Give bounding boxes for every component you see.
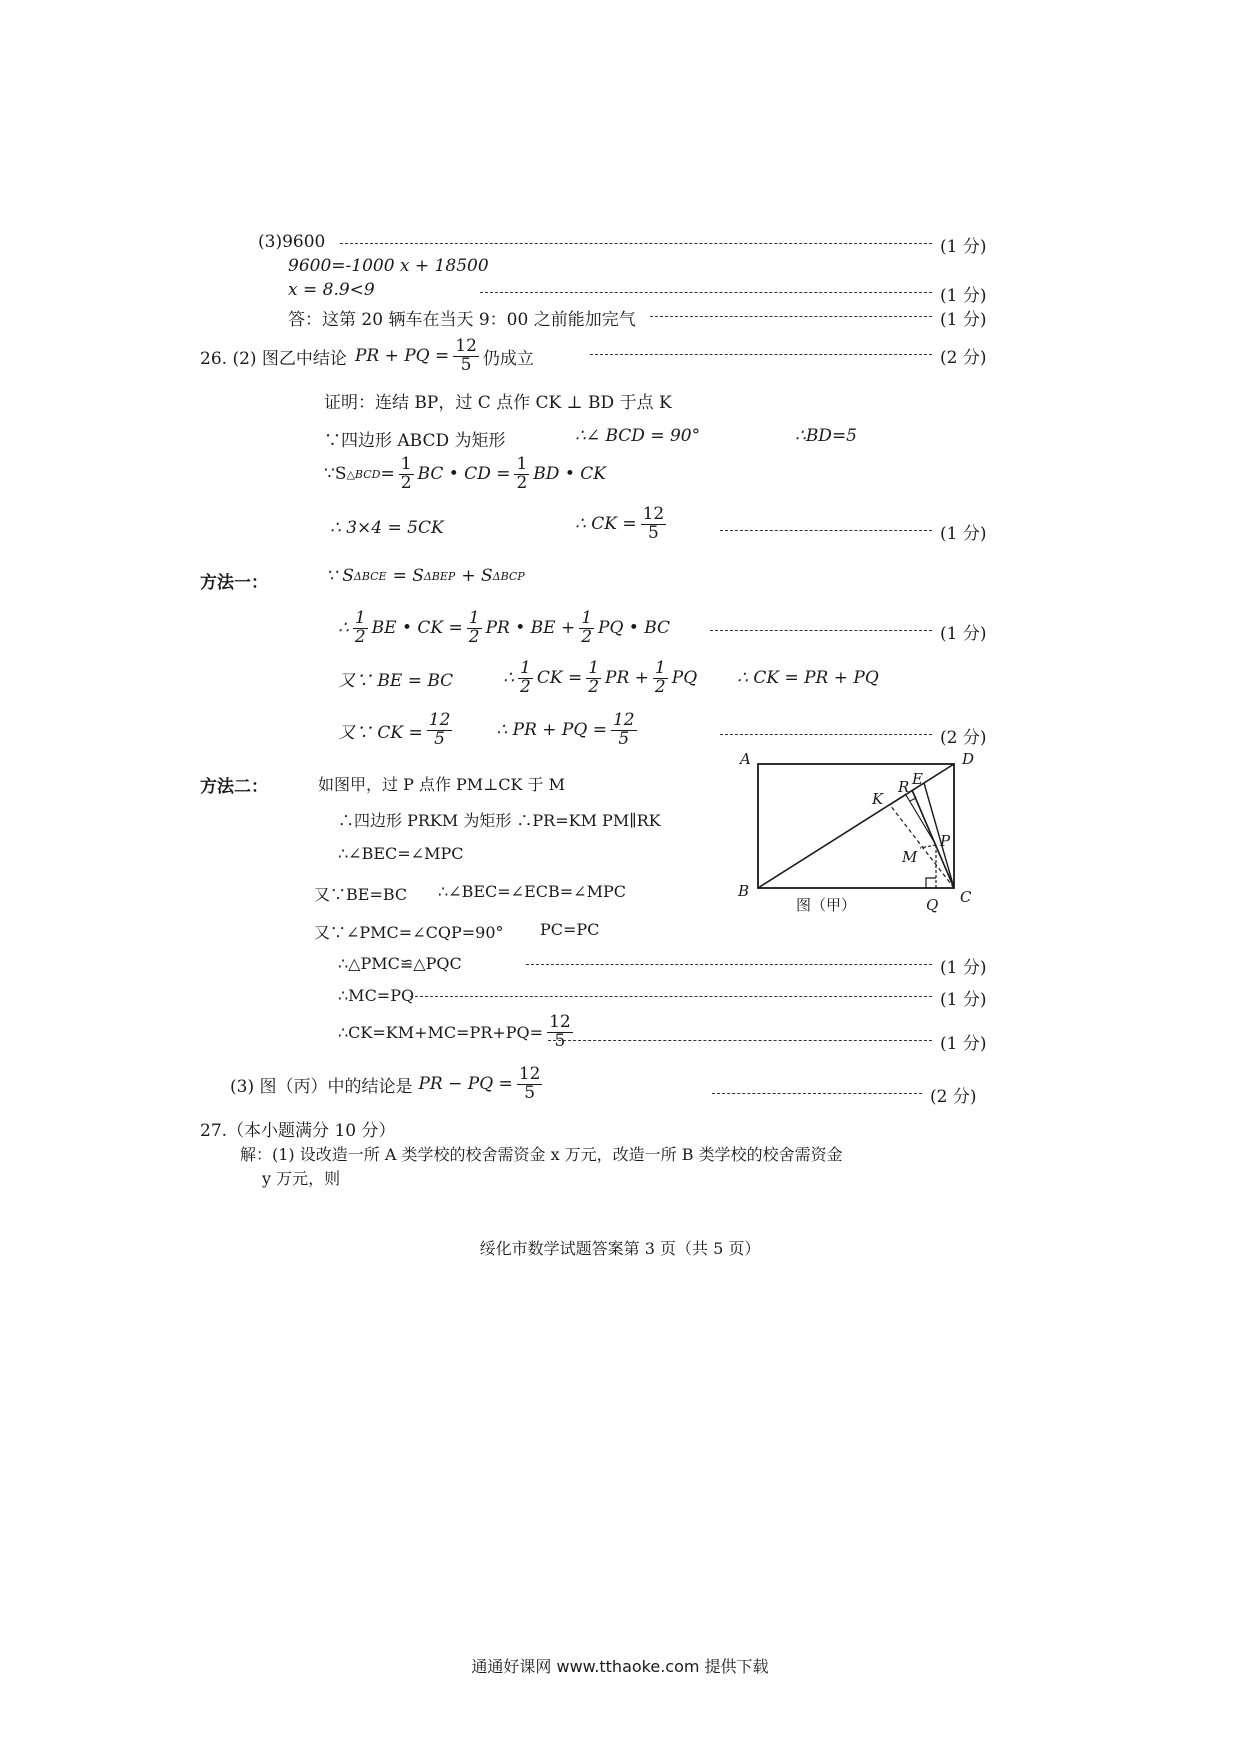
proof-rect: ∵四边形 ABCD 为矩形 bbox=[324, 431, 506, 451]
label-c: C bbox=[960, 888, 972, 906]
label-d: D bbox=[962, 750, 975, 768]
label-r: R bbox=[898, 778, 910, 796]
page-footer: 绥化市数学试题答案第 3 页（共 5 页） bbox=[479, 1239, 761, 1258]
leader bbox=[720, 734, 932, 735]
leader bbox=[480, 292, 932, 293]
score: (2 分) bbox=[940, 348, 987, 368]
proof-angle: ∴∠ BCD = 90° bbox=[575, 426, 701, 446]
method-2-l8: ∴CK=KM+MC=PR+PQ= $\frac{12}{5}$ bbox=[338, 1012, 571, 1051]
equation-x: x = 8.9<9 bbox=[288, 280, 375, 300]
method-2-l6: ∴△PMC≌△PQC bbox=[338, 954, 462, 973]
label-a: A bbox=[740, 750, 751, 768]
leader bbox=[548, 1040, 932, 1041]
score: (1 分) bbox=[940, 237, 987, 257]
figure-jia bbox=[730, 750, 990, 920]
score: (1 分) bbox=[940, 524, 987, 544]
q27-title: 27.（本小题满分 10 分） bbox=[200, 1121, 396, 1141]
leader bbox=[526, 964, 932, 965]
right-angle-q bbox=[926, 878, 936, 888]
method-1-area: ∵ S ΔBCE = S ΔBEP + S ΔBCP bbox=[326, 566, 525, 586]
equation-9600: 9600=-1000 x + 18500 bbox=[288, 256, 489, 276]
score: (1 分) bbox=[940, 310, 987, 330]
q26-conclusion: 26. (2) 图乙中结论 PR + PQ = $\frac{12}{5}$ 仍成立 bbox=[200, 336, 534, 375]
leader bbox=[590, 354, 932, 355]
label-m: M bbox=[902, 848, 918, 866]
q27-line2: y 万元，则 bbox=[262, 1169, 341, 1188]
method-1-eq1: ∴ $\frac{1}{2}$ BE • CK = $\frac{1}{2}$ PR • BE + $\frac{1}{2}$ PQ • BC bbox=[338, 608, 671, 647]
method-2-l5b: PC=PC bbox=[540, 920, 600, 939]
score: (1 分) bbox=[940, 624, 987, 644]
method-2-l2: ∴四边形 PRKM 为矩形 ∴PR=KM PM∥RK bbox=[338, 811, 661, 830]
proof-bd: ∴BD=5 bbox=[795, 426, 857, 446]
proof-ck: ∴ CK = $\frac{12}{5}$ bbox=[575, 504, 665, 543]
label-q: Q bbox=[926, 896, 939, 914]
method-1-eq2: 又∵ BE = BC ∴ $\frac{1}{2}$ CK = $\frac{1}{2}$ PR + $\frac{1}{2}$ PQ ∴ CK = PR + PQ bbox=[338, 658, 879, 697]
method-2-l7: ∴MC=PQ bbox=[338, 986, 415, 1005]
proof-intro: 证明：连结 BP，过 C 点作 CK ⊥ BD 于点 K bbox=[324, 393, 672, 413]
method-2-label: 方法二： bbox=[200, 777, 268, 797]
score: (2 分) bbox=[940, 728, 987, 748]
line-3-9600: (3)9600 bbox=[258, 232, 326, 252]
answer-line: 答：这第 20 辆车在当天 9：00 之前能加完气 bbox=[288, 310, 636, 330]
leader bbox=[410, 996, 932, 997]
leader bbox=[710, 630, 932, 631]
label-b: B bbox=[738, 882, 750, 900]
score: (2 分) bbox=[930, 1087, 977, 1107]
method-1-eq3: 又∵ CK = $\frac{12}{5}$ ∴ PR + PQ = $\frac{12}{5}$ bbox=[338, 710, 635, 749]
label-e: E bbox=[912, 770, 923, 788]
right-angle-r bbox=[910, 791, 916, 801]
score: (1 分) bbox=[940, 1034, 987, 1054]
method-1-label: 方法一： bbox=[200, 573, 268, 593]
fraction: $\frac{12}{5}$ bbox=[455, 336, 477, 375]
score: (1 分) bbox=[940, 990, 987, 1010]
segment-pr bbox=[906, 795, 936, 845]
leader bbox=[650, 316, 932, 317]
q26-part3: (3) 图（丙）中的结论是 PR − PQ = $\frac{12}{5}$ bbox=[230, 1064, 541, 1103]
method-2-l3: ∴∠BEC=∠MPC bbox=[338, 844, 464, 863]
method-2-l5a: 又∵∠PMC=∠CQP=90° bbox=[314, 923, 504, 942]
proof-area: ∵S △BCD = $\frac{1}{2}$ BC • CD = $\frac{1}{2}$ BD • CK bbox=[324, 454, 606, 493]
score: (1 分) bbox=[940, 286, 987, 306]
site-footer: 通通好课网 www.tthaoke.com 提供下载 bbox=[471, 1657, 769, 1676]
leader bbox=[720, 530, 932, 531]
label-p: P bbox=[940, 832, 951, 850]
method-2-l4a: 又∵BE=BC bbox=[314, 885, 408, 904]
leader bbox=[340, 243, 932, 244]
label-k: K bbox=[872, 790, 884, 808]
q27-line1: 解：(1) 设改造一所 A 类学校的校舍需资金 x 万元，改造一所 B 类学校的校舍需资金 bbox=[240, 1145, 843, 1164]
score: (1 分) bbox=[940, 958, 987, 978]
leader bbox=[712, 1093, 922, 1094]
figure-caption: 图（甲） bbox=[796, 896, 857, 914]
proof-3x4: ∴ 3×4 = 5CK bbox=[330, 518, 444, 538]
method-2-l4b: ∴∠BEC=∠ECB=∠MPC bbox=[438, 882, 626, 901]
method-2-l1: 如图甲，过 P 点作 PM⊥CK 于 M bbox=[318, 775, 565, 794]
